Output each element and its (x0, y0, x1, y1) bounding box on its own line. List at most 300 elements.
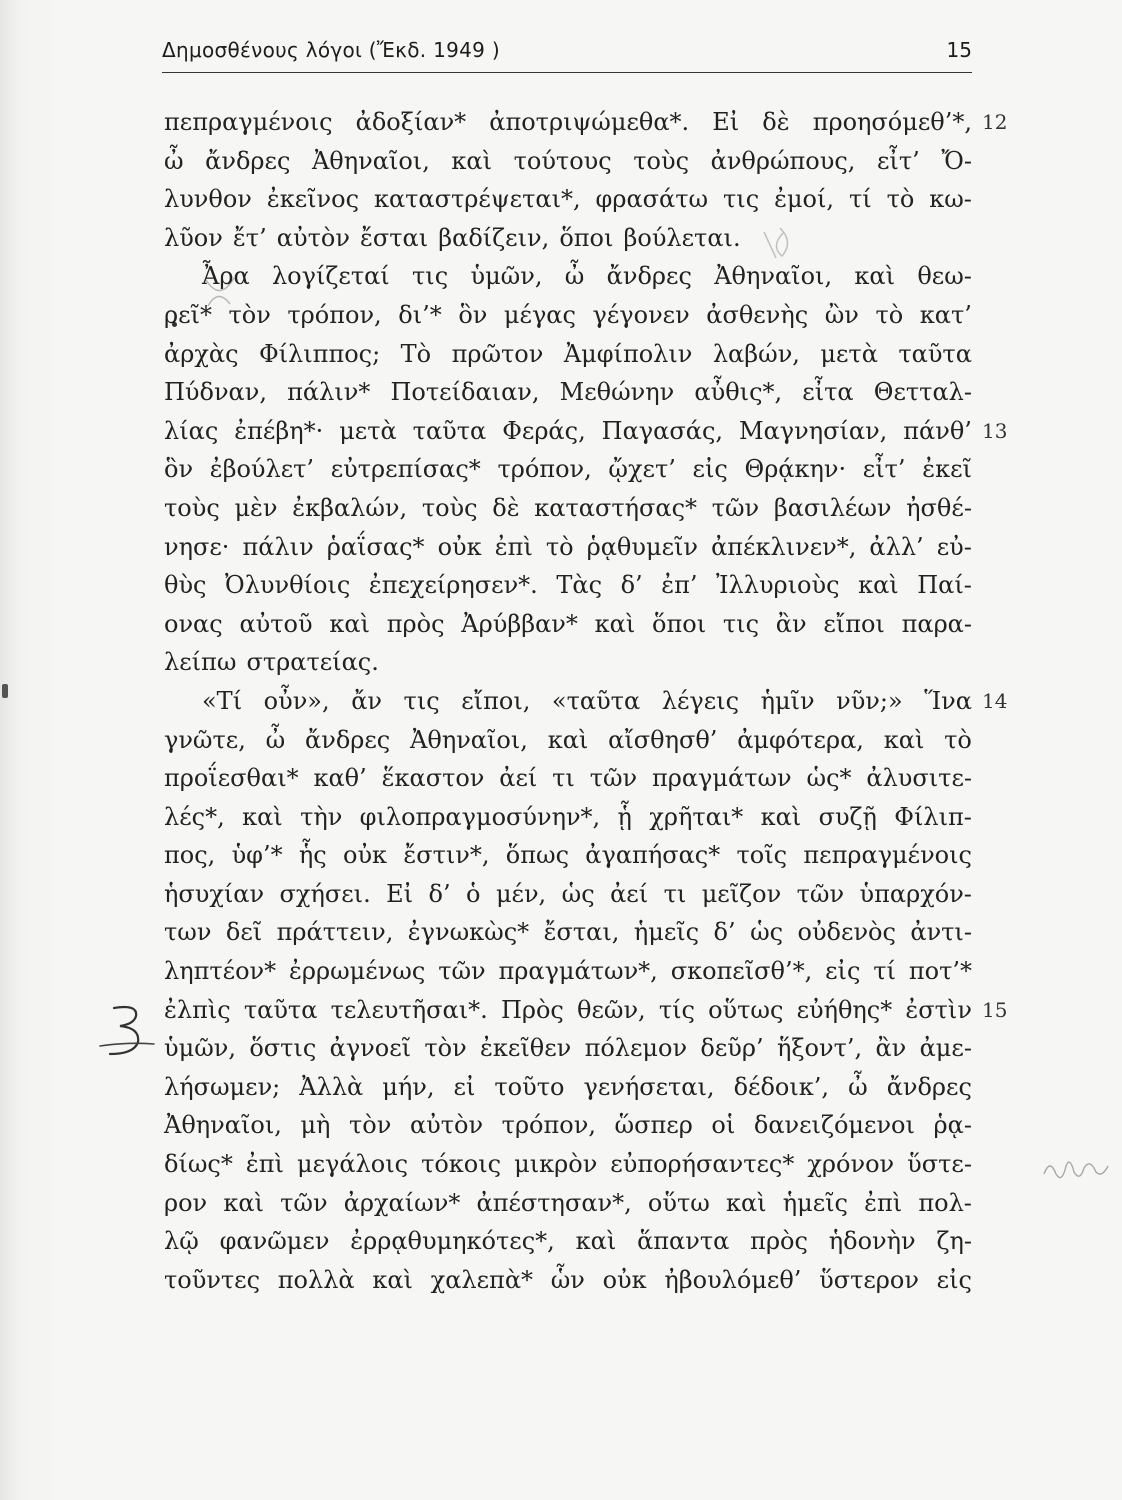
word: νῦν;» (836, 686, 903, 715)
word: ἅπαντα (637, 1227, 730, 1256)
word: λῦον (164, 223, 223, 252)
word: καὶ (725, 1188, 767, 1217)
word: εὐ- (936, 532, 972, 561)
word: εἰς (825, 957, 861, 986)
word: βασιλέων (773, 493, 892, 522)
word: θεῶν, (577, 995, 646, 1024)
word: Φίλιπ- (894, 802, 972, 831)
word: καὶ (547, 725, 589, 754)
word: τι (663, 879, 687, 908)
text-line (164, 335, 972, 374)
text-line (164, 1261, 972, 1300)
word: ἐρρᾳθυμηκότες*, (350, 1227, 555, 1256)
text-line (164, 219, 972, 258)
word: ἐπὶ (245, 1150, 284, 1179)
word: ἀμφότερα, (737, 725, 864, 754)
word: πολ- (918, 1188, 972, 1217)
word: δ’ (428, 879, 451, 908)
word: βούλεται. (623, 223, 741, 252)
word: χρῆται* (649, 802, 744, 831)
text-line (164, 1068, 972, 1107)
word: καὶ (883, 725, 925, 754)
section-number: 14 (982, 688, 1008, 713)
text-line (164, 643, 972, 682)
text-line (164, 180, 972, 219)
word: ὑμῶν, (470, 262, 543, 291)
word: κατ’ (919, 300, 972, 329)
word: ἧς (298, 841, 327, 870)
word: τοὺς (633, 146, 690, 175)
word: ἐρρωμένως (289, 957, 426, 986)
word: προΐεσθαι* (164, 764, 299, 793)
word: Θρᾴκην· (744, 455, 847, 484)
word: ποτ’* (908, 957, 972, 986)
word: ῥᾳ- (933, 1111, 972, 1140)
word: τῶν (589, 764, 638, 793)
word: λυνθον (164, 185, 252, 214)
word: ἐπέβη*· (234, 416, 324, 445)
word: δι’* (398, 300, 442, 329)
word: τοῦτο (494, 1072, 565, 1101)
word: ἀρχὰς (164, 339, 239, 368)
word: πολλὰ (277, 1265, 355, 1294)
word: Φεράς, (502, 416, 586, 445)
word: ὕστε- (907, 1150, 972, 1179)
word: ἀεί (499, 764, 538, 793)
word: ὡς* (806, 764, 852, 793)
word: τόκοις (421, 1150, 502, 1179)
word: καὶ (242, 802, 283, 831)
word: ἕκαστον (381, 764, 485, 793)
word: εὐήθης* (796, 995, 893, 1024)
word: ἄνδρες (606, 262, 692, 291)
word: μεῖζον (701, 879, 782, 908)
word: ὁ (466, 879, 481, 908)
word: τῶν (796, 879, 845, 908)
word: σκοπεῖσθ’*, (670, 957, 813, 986)
word: τῶν (438, 957, 486, 986)
word: λογίζεταί (271, 262, 390, 291)
word: τις (723, 185, 760, 214)
word: ἀποτριψώμεθα*. (489, 108, 690, 136)
word: πραγμάτων (651, 764, 792, 793)
word: ἡμεῖς (782, 1188, 848, 1217)
text-line (164, 489, 972, 528)
word: πράττειν, (276, 918, 394, 947)
text-line (164, 1222, 972, 1261)
word: τὸ (545, 532, 574, 561)
word: καὶ (223, 1188, 264, 1217)
word: οὐκ (343, 841, 388, 870)
text-line (164, 1106, 972, 1145)
word: Ἆρα (202, 262, 250, 291)
word: εὐπορήσαντες* (610, 1150, 795, 1179)
word: μέν, (495, 879, 547, 908)
word: εἰς (936, 1265, 972, 1294)
word: ὦ (265, 725, 286, 754)
text-line (164, 528, 972, 567)
word: τὸ (944, 725, 972, 754)
text-line (164, 875, 972, 914)
word: ἀλλ’ (869, 532, 924, 561)
word: ἔσται, (543, 918, 620, 947)
word: Μαγνησίαν, (739, 416, 888, 445)
word: ταῦτα (243, 995, 318, 1024)
word: ἀγνοεῖ (329, 1034, 412, 1063)
word: δέδοικ’, (733, 1072, 830, 1101)
word: Παί- (917, 571, 972, 600)
word: ὦ (164, 146, 184, 175)
word: «ταῦτα (551, 686, 641, 715)
word: ἀνθρώπους, (710, 146, 856, 175)
word: ἀρχαίων* (343, 1188, 461, 1217)
word: αὐτὸν (409, 1111, 484, 1140)
word: Ὄ- (941, 146, 972, 175)
word: εἴποι (823, 609, 885, 638)
word: ἐλπὶς (164, 995, 231, 1024)
word: ὕστερον (819, 1265, 919, 1294)
word: ἐκβαλών, (292, 493, 408, 522)
word: τρόπον, (497, 455, 592, 484)
word: καὶ (854, 262, 896, 291)
word: ὥσπερ (614, 1111, 693, 1140)
word: Ποτείδαιαν, (390, 378, 540, 407)
word: τῶν (280, 1188, 328, 1217)
word: πεπραγμένοις (803, 841, 972, 870)
word: Ἀθηναῖοι, (714, 262, 833, 291)
word: μήν, (382, 1072, 435, 1101)
word: «Τί (202, 686, 243, 715)
word: οὖν», (263, 686, 330, 715)
main-text (164, 103, 1008, 1299)
word: τὸν (228, 300, 271, 329)
word: τὴν (300, 802, 343, 831)
word: καὶ (451, 146, 493, 175)
word: πάνθ’ (903, 416, 972, 445)
running-title: Δημοσθένους λόγοι (Ἔκδ. 1949 ) (162, 38, 500, 62)
word: τρόπον, (287, 300, 382, 329)
word: τούτους (513, 146, 612, 175)
text-line (164, 798, 972, 837)
word: δανειζόμενοι (753, 1111, 915, 1140)
word: ἡμεῖς (633, 918, 700, 947)
word: καὶ (575, 1227, 617, 1256)
word: Φίλιππος; (258, 339, 381, 368)
word: ἥξοντ’, (776, 1034, 863, 1063)
word: φρασάτω (595, 185, 709, 214)
word: ονας (164, 609, 223, 638)
word: τὸν (424, 1034, 467, 1063)
word: ὅποι (652, 609, 707, 638)
word: μέγας (503, 300, 576, 329)
word: οὐδενὸς (797, 918, 896, 947)
word: Ἀρύββαν* (461, 609, 578, 638)
word: ἐπὶ (864, 1188, 903, 1217)
word: δὲ (492, 493, 520, 522)
word: Εἰ (386, 879, 414, 908)
word: πόλεμον (584, 1034, 688, 1063)
page-header (162, 36, 972, 73)
word: τελευτῆσαι*. (330, 995, 488, 1024)
text-line (164, 991, 1008, 1030)
text-line (164, 142, 972, 181)
word: μετὰ (820, 339, 878, 368)
text-line (164, 373, 972, 412)
word: τίς (658, 995, 695, 1024)
word: εἰς (692, 455, 728, 484)
word: στρατείας. (246, 648, 379, 677)
word: των (164, 918, 212, 947)
word: ὦ (564, 262, 585, 291)
word: ἐκεῖ (922, 455, 972, 484)
word: ὑμῶν, (164, 1034, 236, 1063)
word: ἀμε- (919, 1034, 972, 1063)
text-line (164, 450, 972, 489)
word: τοὺς (421, 493, 478, 522)
word: Ἀθηναῖοι, (164, 1111, 282, 1140)
word: αἴσθησθ’ (608, 725, 718, 754)
word: θεω- (917, 262, 972, 291)
word: ἀεί (610, 879, 649, 908)
word: καθ’ (313, 764, 367, 793)
word: τις (412, 262, 449, 291)
word: ἀπέστησαν*, (476, 1188, 632, 1217)
word: δὲ (762, 108, 790, 136)
word: παρα- (901, 609, 972, 638)
word: ἡμῖν (760, 686, 815, 715)
word: ὅστις (249, 1034, 317, 1063)
word: ἂν (875, 1034, 907, 1063)
text-line (164, 257, 972, 296)
word: λίας (164, 416, 219, 445)
word: εἶτ’ (877, 146, 920, 175)
text-line (164, 836, 972, 875)
word: ἐβούλετ’ (209, 455, 315, 484)
word: ᾗ (617, 802, 632, 831)
word: ὑπαρχόν- (859, 879, 972, 908)
word: θὺς (164, 571, 207, 600)
word: τί (848, 185, 872, 214)
word: τὸ (875, 300, 904, 329)
word: δ’ (713, 918, 736, 947)
word: τοὺς (164, 493, 220, 522)
word: Θετταλ- (873, 378, 972, 407)
pencil-scribble (1040, 1148, 1112, 1188)
word: ἂν (775, 609, 807, 638)
word: Τὰς (556, 571, 603, 600)
word: νησε· (164, 532, 230, 561)
word: καὶ (329, 609, 370, 638)
word: Παγασάς, (601, 416, 724, 445)
word: αὐτοῦ (239, 609, 313, 638)
word: λές*, (164, 802, 225, 831)
page-number: 15 (946, 38, 972, 62)
word: Ἀθηναῖοι, (311, 146, 430, 175)
word: ἀπέκλινεν*, (711, 532, 857, 561)
word: Μεθώνην (559, 378, 675, 407)
word: ὅποι (559, 223, 614, 252)
word: ἀδοξίαν* (355, 108, 467, 136)
word: εὐτρεπίσας* (330, 455, 481, 484)
word: ἄνδρες (886, 1072, 972, 1101)
word: σχήσει. (279, 879, 371, 908)
word: ἐκεῖνος (266, 185, 360, 214)
word: οὕτω (647, 1188, 710, 1217)
word: γνῶτε, (164, 725, 246, 754)
word: ὡς (750, 918, 784, 947)
word: Ἀλλὰ (299, 1072, 364, 1101)
word: ἐγνωκὼς* (407, 918, 530, 947)
word: ὧν (550, 1265, 585, 1294)
word: ἐμοί, (774, 185, 835, 214)
word: πρὸς (386, 609, 445, 638)
text-line (164, 759, 972, 798)
word: καὶ (858, 571, 899, 600)
word: μὴ (300, 1111, 331, 1140)
word: καταστήσας* (534, 493, 698, 522)
word: ἄνδρες (205, 146, 291, 175)
word: ταῦτα (898, 339, 972, 368)
word: ἔστιν*, (403, 841, 490, 870)
word: πάλιν (242, 532, 314, 561)
text-line (164, 1029, 972, 1068)
word: οὕτως (708, 995, 784, 1024)
word: καὶ (760, 802, 802, 831)
word: ὃν (164, 455, 194, 484)
word: ἀλυσιτε- (866, 764, 972, 793)
word: εἶτ’ (862, 455, 906, 484)
word: τις (403, 686, 440, 715)
word: ρεῖ* (164, 300, 212, 329)
word: προησόμεθ’*, (812, 108, 972, 136)
word: ἐπὶ (494, 532, 533, 561)
word: μεγάλοις (296, 1150, 409, 1179)
text-line (164, 682, 1008, 721)
word: ὦ (848, 1072, 868, 1101)
word: ἠβουλόμεθ’ (664, 1265, 802, 1294)
text-line (164, 296, 972, 335)
text-line (164, 1145, 972, 1184)
word: ἠσθέ- (906, 493, 972, 522)
word: Ἰλλυριοὺς (716, 571, 840, 600)
word: ἡδονὴν (828, 1227, 916, 1256)
word: εἶτα (802, 378, 854, 407)
word: Ἀθηναῖοι, (410, 725, 528, 754)
word: πος, (164, 841, 216, 870)
word: καὶ (594, 609, 636, 638)
word: ἀντι- (910, 918, 972, 947)
word: λήσωμεν; (164, 1072, 281, 1101)
word: πρὸς (750, 1227, 808, 1256)
word: δεῦρ’ (700, 1034, 764, 1063)
word: τις (722, 609, 760, 638)
word: τοῦντες (164, 1265, 261, 1294)
word: τί (873, 957, 896, 986)
word: λέγεις (661, 686, 740, 715)
word: δίως* (164, 1150, 233, 1179)
word: τῶν (711, 493, 760, 522)
word: κω- (929, 185, 972, 214)
word: Ἀμφίπολιν (563, 339, 693, 368)
text-line (164, 103, 1008, 142)
binding-mark (2, 684, 8, 698)
word: μὲν (234, 493, 278, 522)
word: ῥᾳθυμεῖν (586, 532, 698, 561)
word: λείπω (164, 648, 237, 677)
handwritten-three-annotation (96, 1002, 156, 1062)
word: φανῶμεν (219, 1227, 330, 1256)
word: πάλιν* (287, 378, 371, 407)
word: πραγμάτων*, (498, 957, 658, 986)
word: γέγονεν (592, 300, 690, 329)
word: ἐπεχείρησεν*. (368, 571, 538, 600)
word: Πύδναν, (164, 378, 267, 407)
word: τὸ (886, 185, 915, 214)
word: ἀγαπήσας* (585, 841, 721, 870)
text-line (164, 952, 972, 991)
word: ὡς (561, 879, 595, 908)
word: καταστρέψεται*, (373, 185, 581, 214)
word: οἱ (711, 1111, 736, 1140)
word: Ἵνα (924, 686, 972, 715)
word: ἔτ’ (232, 223, 267, 252)
word: ληπτέον* (164, 957, 277, 986)
word: Τὸ (400, 339, 432, 368)
word: Πρὸς (500, 995, 564, 1024)
word: εἰ (453, 1072, 476, 1101)
word: δ’ (620, 571, 643, 600)
word: λαβών, (712, 339, 800, 368)
word: συζῇ (818, 802, 877, 831)
word: τὸν (349, 1111, 392, 1140)
word: Εἰ (712, 108, 740, 136)
word: μετὰ (339, 416, 397, 445)
word: ἀσθενὴς (706, 300, 809, 329)
section-number: 13 (982, 418, 1008, 443)
word: ταῦτα (412, 416, 487, 445)
word: ἄν (351, 686, 382, 715)
word: ἐκεῖθεν (480, 1034, 572, 1063)
word: χαλεπὰ* (430, 1265, 534, 1294)
word: ὅπως (505, 841, 570, 870)
word: μικρὸν (514, 1150, 598, 1179)
section-number: 12 (982, 110, 1008, 134)
word: χρόνον (807, 1150, 895, 1179)
word: ᾤχετ’ (608, 455, 676, 484)
word: πρῶτον (451, 339, 544, 368)
word: Ὀλυνθίοις (225, 571, 351, 600)
text-line (164, 605, 972, 644)
text-line (164, 1184, 972, 1223)
word: ρον (164, 1188, 208, 1217)
word: ὑφ’* (231, 841, 283, 870)
word: ὢν (824, 300, 859, 329)
word: δεῖ (225, 918, 263, 947)
word: ἄνδρες (305, 725, 391, 754)
word: ἔσται (360, 223, 429, 252)
word: οὐκ (602, 1265, 647, 1294)
word: αὐτὸν (276, 223, 350, 252)
word: ῥαΐσας* (326, 532, 425, 561)
word: καὶ (372, 1265, 413, 1294)
word: τοῖς (736, 841, 788, 870)
word: λῷ (164, 1227, 199, 1256)
text-line (164, 721, 972, 760)
word: ζη- (936, 1227, 972, 1256)
word: ἐπ’ (661, 571, 698, 600)
word: ἐστὶν (905, 995, 972, 1024)
word: ἡσυχίαν (164, 879, 265, 908)
